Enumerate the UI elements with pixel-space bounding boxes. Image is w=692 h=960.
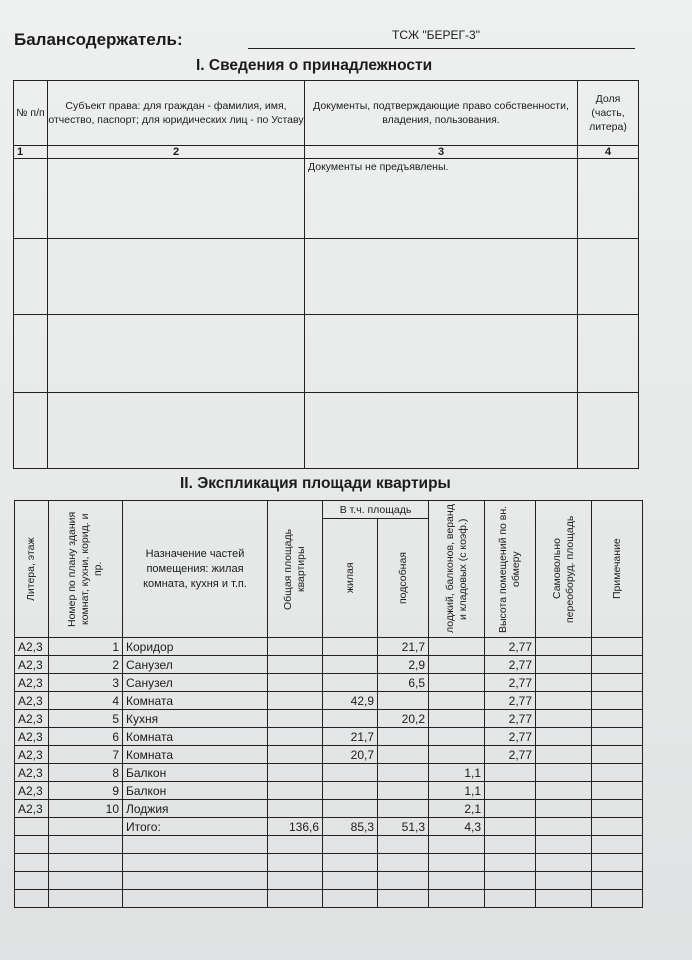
owner-value: ТСЖ "БЕРЕГ-3" <box>392 28 480 42</box>
note-cell <box>592 836 643 854</box>
loggia-area-cell: 1,1 <box>429 764 485 782</box>
litera-cell: А2,3 <box>15 692 49 710</box>
loggia-area-cell <box>429 656 485 674</box>
height-cell: 2,77 <box>485 674 536 692</box>
room-name-cell: Санузел <box>123 674 268 692</box>
room-no-cell: 5 <box>49 710 123 728</box>
height-cell <box>485 854 536 872</box>
explication-header-row <box>15 501 643 519</box>
living-area-cell <box>323 710 378 728</box>
explication-table <box>14 500 643 908</box>
note-cell <box>592 692 643 710</box>
table-row <box>15 800 643 818</box>
note-cell <box>592 764 643 782</box>
litera-cell: А2,3 <box>15 728 49 746</box>
litera-cell: А2,3 <box>15 656 49 674</box>
room-name-cell: Кухня <box>123 710 268 728</box>
ownership-row <box>14 159 639 239</box>
living-area-cell <box>323 656 378 674</box>
litera-cell: А2,3 <box>15 764 49 782</box>
aux-area-cell: 6,5 <box>378 674 429 692</box>
note-cell <box>592 890 643 908</box>
unauthorized-cell <box>536 638 592 656</box>
ownership-header-row <box>14 81 639 146</box>
living-area-cell <box>323 638 378 656</box>
table-row <box>15 836 643 854</box>
living-area-cell: 85,3 <box>323 818 378 836</box>
room-name-cell: Комната <box>123 692 268 710</box>
room-no-cell: 3 <box>49 674 123 692</box>
note-cell <box>592 782 643 800</box>
table-row <box>15 674 643 692</box>
ownership-row <box>14 239 639 315</box>
owner-underline <box>248 48 635 49</box>
aux-area-cell <box>378 800 429 818</box>
note-cell <box>592 728 643 746</box>
room-name-cell: Комната <box>123 728 268 746</box>
height-cell <box>485 890 536 908</box>
aux-area-cell <box>378 836 429 854</box>
litera-cell: А2,3 <box>15 674 49 692</box>
aux-area-cell: 51,3 <box>378 818 429 836</box>
table-row <box>15 818 643 836</box>
total-area-cell <box>268 638 323 656</box>
total-area-cell <box>268 872 323 890</box>
total-area-cell <box>268 800 323 818</box>
room-name-cell: Лоджия <box>123 800 268 818</box>
total-area-cell <box>268 728 323 746</box>
loggia-area-cell <box>429 710 485 728</box>
total-area-cell <box>268 890 323 908</box>
litera-cell: А2,3 <box>15 710 49 728</box>
room-name-cell: Балкон <box>123 764 268 782</box>
room-no-cell: 8 <box>49 764 123 782</box>
col-header-documents: Документы, подтверждающие право собственности, владения, пользования. <box>305 81 578 146</box>
table-row <box>15 692 643 710</box>
col-header-note: Примечание <box>592 501 643 638</box>
ownership-row <box>14 393 639 469</box>
table-row <box>15 854 643 872</box>
height-cell <box>485 872 536 890</box>
height-cell <box>485 764 536 782</box>
room-no-cell: 7 <box>49 746 123 764</box>
height-cell: 2,77 <box>485 656 536 674</box>
unauthorized-cell <box>536 746 592 764</box>
note-cell <box>592 638 643 656</box>
height-cell <box>485 836 536 854</box>
col-header-incl: В т.ч. площадь <box>323 501 429 519</box>
unauthorized-cell <box>536 674 592 692</box>
loggia-area-cell <box>429 854 485 872</box>
room-no-cell <box>49 854 123 872</box>
room-name-cell <box>123 836 268 854</box>
table-row <box>15 656 643 674</box>
loggia-area-cell <box>429 872 485 890</box>
note-cell <box>592 818 643 836</box>
room-no-cell: 2 <box>49 656 123 674</box>
loggia-area-cell <box>429 746 485 764</box>
table-row <box>15 746 643 764</box>
room-name-cell: Комната <box>123 746 268 764</box>
room-no-cell: 10 <box>49 800 123 818</box>
note-cell <box>592 854 643 872</box>
unauthorized-cell <box>536 818 592 836</box>
litera-cell <box>15 836 49 854</box>
unauthorized-cell <box>536 728 592 746</box>
note-cell <box>592 674 643 692</box>
loggia-area-cell <box>429 692 485 710</box>
loggia-area-cell <box>429 728 485 746</box>
table-row <box>15 782 643 800</box>
unauthorized-cell <box>536 890 592 908</box>
table-row <box>15 710 643 728</box>
table-row <box>15 890 643 908</box>
total-area-cell <box>268 656 323 674</box>
height-cell <box>485 818 536 836</box>
col-number-1: 1 <box>14 146 48 159</box>
litera-cell <box>15 890 49 908</box>
section2-title: II. Экспликация площади квартиры <box>180 475 451 492</box>
room-name-cell <box>123 872 268 890</box>
living-area-cell <box>323 800 378 818</box>
living-area-cell: 20,7 <box>323 746 378 764</box>
litera-cell: А2,3 <box>15 800 49 818</box>
ownership-row <box>14 315 639 393</box>
living-area-cell <box>323 872 378 890</box>
total-area-cell <box>268 692 323 710</box>
living-area-cell: 42,9 <box>323 692 378 710</box>
col-header-share: Доля (часть, литера) <box>578 81 639 146</box>
loggia-area-cell <box>429 638 485 656</box>
total-area-cell: 136,6 <box>268 818 323 836</box>
unauthorized-cell <box>536 800 592 818</box>
col-header-subject: Субъект права: для граждан - фамилия, имя, отчество, паспорт; для юридических лиц - по Уставу <box>48 81 305 146</box>
total-area-cell <box>268 782 323 800</box>
note-cell <box>592 872 643 890</box>
litera-cell <box>15 872 49 890</box>
col-header-total: Общая площадь квартиры <box>268 501 323 638</box>
col-header-room-no: Номер по плану здания комнат, кухни, корид. и пр. <box>49 501 123 638</box>
room-no-cell <box>49 818 123 836</box>
room-no-cell: 6 <box>49 728 123 746</box>
room-no-cell: 4 <box>49 692 123 710</box>
living-area-cell <box>323 854 378 872</box>
total-area-cell <box>268 854 323 872</box>
unauthorized-cell <box>536 836 592 854</box>
unauthorized-cell <box>536 764 592 782</box>
living-area-cell <box>323 782 378 800</box>
loggia-area-cell <box>429 836 485 854</box>
loggia-area-cell <box>429 674 485 692</box>
section1-title: I. Сведения о принадлежности <box>196 57 433 74</box>
room-name-cell: Балкон <box>123 782 268 800</box>
loggia-area-cell: 4,3 <box>429 818 485 836</box>
total-area-cell <box>268 674 323 692</box>
room-no-cell <box>49 890 123 908</box>
aux-area-cell: 2,9 <box>378 656 429 674</box>
unauthorized-cell <box>536 692 592 710</box>
living-area-cell <box>323 836 378 854</box>
litera-cell: А2,3 <box>15 782 49 800</box>
note-cell <box>592 710 643 728</box>
col-header-auxiliary: подсобная <box>378 519 429 638</box>
col-header-living: жилая <box>323 519 378 638</box>
note-cell <box>592 656 643 674</box>
unauthorized-cell <box>536 656 592 674</box>
unauthorized-cell <box>536 872 592 890</box>
loggia-area-cell: 1,1 <box>429 782 485 800</box>
living-area-cell <box>323 890 378 908</box>
total-area-cell <box>268 746 323 764</box>
ownership-number-row <box>14 146 639 159</box>
litera-cell: А2,3 <box>15 746 49 764</box>
unauthorized-cell <box>536 854 592 872</box>
height-cell: 2,77 <box>485 728 536 746</box>
aux-area-cell: 20,2 <box>378 710 429 728</box>
aux-area-cell <box>378 872 429 890</box>
loggia-area-cell <box>429 890 485 908</box>
litera-cell: А2,3 <box>15 638 49 656</box>
height-cell <box>485 782 536 800</box>
table-row <box>15 728 643 746</box>
col-header-no: № п/п <box>14 81 48 146</box>
col-number-2: 2 <box>48 146 305 159</box>
aux-area-cell <box>378 692 429 710</box>
col-number-3: 3 <box>305 146 578 159</box>
room-no-cell: 9 <box>49 782 123 800</box>
room-name-cell: Итого: <box>123 818 268 836</box>
aux-area-cell <box>378 890 429 908</box>
total-area-cell <box>268 836 323 854</box>
aux-area-cell <box>378 746 429 764</box>
col-header-litera: Литера, этаж <box>15 501 49 638</box>
room-name-cell: Коридор <box>123 638 268 656</box>
table-row <box>15 638 643 656</box>
note-cell <box>592 800 643 818</box>
aux-area-cell <box>378 764 429 782</box>
room-name-cell <box>123 854 268 872</box>
table-row <box>15 872 643 890</box>
height-cell: 2,77 <box>485 746 536 764</box>
ownership-table <box>13 80 639 469</box>
col-header-purpose: Назначение частей помещения: жилая комната, кухня и т.п. <box>123 501 268 638</box>
loggia-area-cell: 2,1 <box>429 800 485 818</box>
table-row <box>15 764 643 782</box>
living-area-cell <box>323 674 378 692</box>
room-no-cell: 1 <box>49 638 123 656</box>
height-cell <box>485 800 536 818</box>
col-header-unauthorized: Самовольно переоборуд. площадь <box>536 501 592 638</box>
aux-area-cell <box>378 854 429 872</box>
room-no-cell <box>49 836 123 854</box>
height-cell: 2,77 <box>485 710 536 728</box>
col-number-4: 4 <box>578 146 639 159</box>
room-no-cell <box>49 872 123 890</box>
litera-cell <box>15 854 49 872</box>
room-name-cell: Санузел <box>123 656 268 674</box>
unauthorized-cell <box>536 710 592 728</box>
owner-label: Балансодержатель: <box>14 30 183 49</box>
room-name-cell <box>123 890 268 908</box>
height-cell: 2,77 <box>485 692 536 710</box>
col-header-loggia: лоджий, балконов, веранд и кладовых (с коэф.) <box>429 501 485 638</box>
total-area-cell <box>268 764 323 782</box>
living-area-cell: 21,7 <box>323 728 378 746</box>
col-header-height: Высота помещений по вн. обмеру <box>485 501 536 638</box>
documents-note: Документы не предъявлены. <box>305 159 578 239</box>
aux-area-cell: 21,7 <box>378 638 429 656</box>
aux-area-cell <box>378 782 429 800</box>
total-area-cell <box>268 710 323 728</box>
living-area-cell <box>323 764 378 782</box>
note-cell <box>592 746 643 764</box>
unauthorized-cell <box>536 782 592 800</box>
aux-area-cell <box>378 728 429 746</box>
height-cell: 2,77 <box>485 638 536 656</box>
litera-cell <box>15 818 49 836</box>
